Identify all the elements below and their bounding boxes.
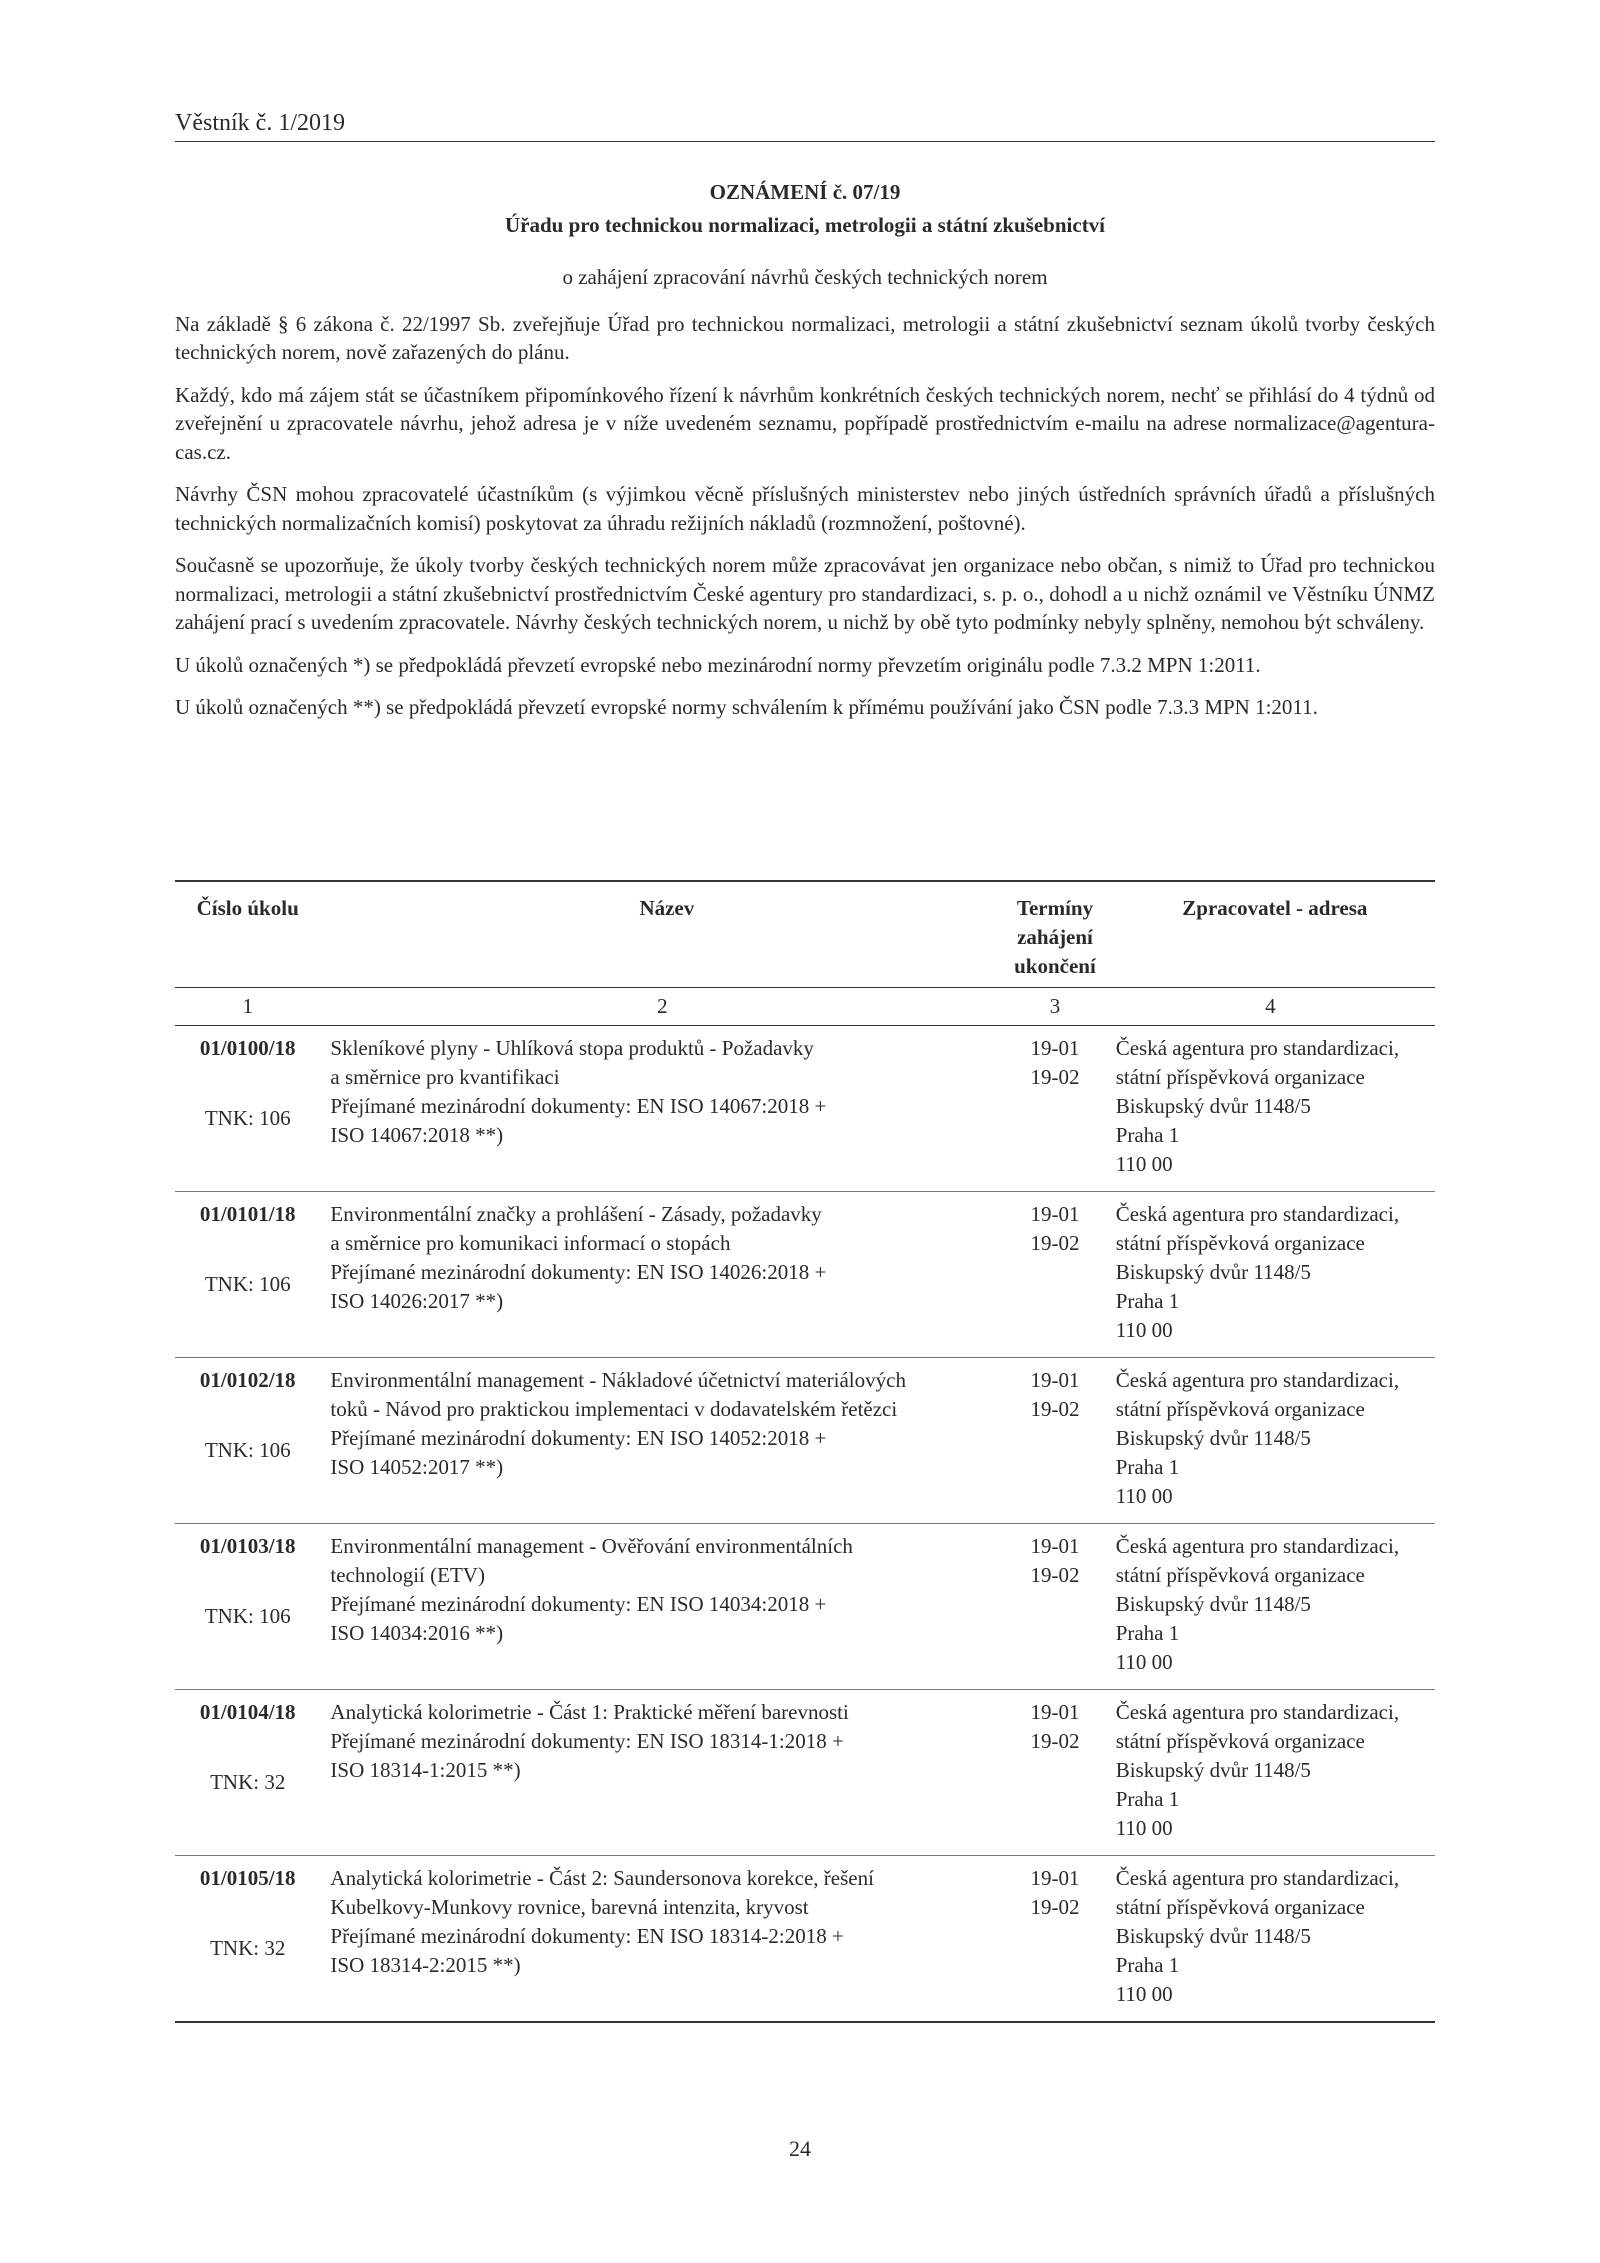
table-row	[175, 1524, 1435, 1690]
address-line: Praha 1	[1115, 1289, 1180, 1313]
table-row	[175, 1690, 1435, 1856]
task-name-line: ISO 18314-2:2015 **)	[330, 1953, 521, 1977]
task-name-line: Environmentální management - Nákladové účetnictví materiálových	[330, 1368, 906, 1392]
header-processor: Zpracovatel - adresa	[1106, 881, 1435, 988]
address-line: Praha 1	[1115, 1621, 1180, 1645]
term-end: 19-02	[1030, 1729, 1080, 1753]
term-start: 19-01	[1030, 1534, 1080, 1558]
address-line: Biskupský dvůr 1148/5	[1115, 1094, 1311, 1118]
address-line: Praha 1	[1115, 1787, 1180, 1811]
paragraph-legal-basis: Na základě § 6 zákona č. 22/1997 Sb. zveřejňuje Úřad pro technickou normalizaci, metrologii a státní zkušebnictví seznam úkolů tvorby českých technických norem, nově zařazených do plánu.	[175, 311, 1435, 364]
task-id-cell	[175, 1358, 320, 1524]
task-name-cell	[320, 1856, 1004, 2023]
column-number: 2	[320, 988, 1004, 1026]
task-terms-cell	[1004, 1524, 1105, 1690]
address-line: státní příspěvková organizace	[1115, 1065, 1365, 1089]
address-line: státní příspěvková organizace	[1115, 1895, 1365, 1919]
term-end: 19-02	[1030, 1563, 1080, 1587]
task-name-line: Analytická kolorimetrie - Část 2: Saundersonova korekce, řešení	[330, 1866, 874, 1890]
column-number: 4	[1106, 988, 1435, 1026]
tnk-code: TNK: 32	[210, 1770, 286, 1794]
task-name-line: Environmentální značky a prohlášení - Zásady, požadavky	[330, 1202, 822, 1226]
term-start: 19-01	[1030, 1866, 1080, 1890]
processor-address-cell	[1106, 1524, 1435, 1690]
task-terms-cell	[1004, 1690, 1105, 1856]
address-line: 110 00	[1115, 1650, 1173, 1674]
address-line: státní příspěvková organizace	[1115, 1231, 1365, 1255]
task-terms-cell	[1004, 1358, 1105, 1524]
term-start: 19-01	[1030, 1036, 1080, 1060]
address-line: Praha 1	[1115, 1123, 1180, 1147]
address-line: Česká agentura pro standardizaci,	[1115, 1700, 1400, 1724]
header-terms-line: zahájení	[1017, 925, 1093, 949]
address-line: Biskupský dvůr 1148/5	[1115, 1758, 1311, 1782]
header-terms-line: Termíny	[1016, 896, 1094, 920]
paragraph-participation: Každý, kdo má zájem stát se účastníkem připomínkového řízení k návrhům konkrétních českých technických norem, nechť se přihlásí do 4 týdnů od zveřejnění u zpracovatele návrhu, jehož adresa je v níže uvedeném seznamu, popřípadě prostřednictvím e-mailu na adrese normalizace@agentura-cas.cz.	[175, 382, 1435, 464]
address-line: 110 00	[1115, 1484, 1173, 1508]
task-name-cell	[320, 1192, 1004, 1358]
address-line: Praha 1	[1115, 1953, 1180, 1977]
task-name-line: ISO 18314-1:2015 **)	[330, 1758, 521, 1782]
tasks-table	[175, 880, 1435, 2023]
tnk-code: TNK: 106	[204, 1438, 291, 1462]
task-name-line: technologií (ETV)	[330, 1563, 485, 1587]
tnk-code: TNK: 106	[204, 1604, 291, 1628]
term-end: 19-02	[1030, 1231, 1080, 1255]
task-terms-cell	[1004, 1026, 1105, 1192]
task-id-cell	[175, 1856, 320, 2023]
address-line: Biskupský dvůr 1148/5	[1115, 1260, 1311, 1284]
address-line: Česká agentura pro standardizaci,	[1115, 1534, 1400, 1558]
paragraph-drafts: Návrhy ČSN mohou zpracovatelé účastníkům (s výjimkou věcně příslušných ministerstev nebo jiných ústředních správních úřadů a příslušných technických normalizačních komisí) poskytovat za úhradu režijních nákladů (rozmnožení, poštovné).	[175, 482, 1435, 535]
task-id-cell	[175, 1690, 320, 1856]
task-name-line: ISO 14034:2016 **)	[330, 1621, 504, 1645]
table-row	[175, 1192, 1435, 1358]
task-terms-cell	[1004, 1856, 1105, 2023]
header-name: Název	[320, 881, 1004, 988]
header-terms	[1004, 881, 1105, 988]
page-number: 24	[789, 2136, 811, 2161]
address-line: 110 00	[1115, 1152, 1173, 1176]
table-header-row	[175, 881, 1435, 988]
announcement-title: OZNÁMENÍ č. 07/19	[709, 180, 901, 204]
term-end: 19-02	[1030, 1397, 1080, 1421]
address-line: Biskupský dvůr 1148/5	[1115, 1426, 1311, 1450]
term-start: 19-01	[1030, 1700, 1080, 1724]
address-line: Česká agentura pro standardizaci,	[1115, 1866, 1400, 1890]
task-id-cell	[175, 1192, 320, 1358]
processor-address-cell	[1106, 1690, 1435, 1856]
term-start: 19-01	[1030, 1202, 1080, 1226]
task-name-line: ISO 14026:2017 **)	[330, 1289, 504, 1313]
paragraph-note-single: U úkolů označených *) se předpokládá převzetí evropské nebo mezinárodní normy převzetím originálu podle 7.3.2 MPN 1:2011.	[175, 652, 1261, 677]
task-id: 01/0103/18	[199, 1534, 296, 1558]
task-id: 01/0100/18	[199, 1036, 296, 1060]
address-line: Česká agentura pro standardizaci,	[1115, 1036, 1400, 1060]
address-line: Biskupský dvůr 1148/5	[1115, 1592, 1311, 1616]
page-header: Věstník č. 1/2019	[175, 110, 1435, 142]
task-name-line: Skleníkové plyny - Uhlíková stopa produktů - Požadavky	[330, 1036, 814, 1060]
task-id-cell	[175, 1026, 320, 1192]
term-start: 19-01	[1030, 1368, 1080, 1392]
issuing-office: Úřadu pro technickou normalizaci, metrologii a státní zkušebnictví	[504, 212, 1106, 237]
task-id: 01/0101/18	[199, 1202, 296, 1226]
address-line: 110 00	[1115, 1982, 1173, 2006]
paragraph-notice: Současně se upozorňuje, že úkoly tvorby českých technických norem může zpracovávat jen organizace nebo občan, s nimiž to Úřad pro technickou normalizaci, metrologii a státní zkušebnictví prostřednictvím České agentury pro standardizaci, s. p. o., dohodl a u nichž oznámil ve Věstníku ÚNMZ zahájení prací s uvedením zpracovatele. Návrhy českých technických norem, u nichž by obě tyto podmínky nebyly splněny, nemohou být schváleny.	[175, 553, 1435, 634]
column-number: 1	[175, 988, 320, 1026]
header-task-number: Číslo úkolu	[175, 881, 320, 988]
task-id-cell	[175, 1524, 320, 1690]
column-number-row	[175, 988, 1435, 1026]
title-block	[175, 178, 1435, 292]
task-name-line: Kubelkovy-Munkovy rovnice, barevná intenzita, kryvost	[330, 1895, 809, 1919]
processor-address-cell	[1106, 1192, 1435, 1358]
task-name-cell	[320, 1690, 1004, 1856]
address-line: Česká agentura pro standardizaci,	[1115, 1202, 1400, 1226]
address-line: Biskupský dvůr 1148/5	[1115, 1924, 1311, 1948]
announcement-subject: o zahájení zpracování návrhů českých technických norem	[562, 265, 1048, 289]
table-row	[175, 1026, 1435, 1192]
address-line: státní příspěvková organizace	[1115, 1729, 1365, 1753]
tnk-code: TNK: 106	[204, 1272, 291, 1296]
task-name-line: ISO 14052:2017 **)	[330, 1455, 504, 1479]
task-name-line: ISO 14067:2018 **)	[330, 1123, 504, 1147]
task-name-line: Přejímané mezinárodní dokumenty: EN ISO 18314-2:2018 +	[330, 1924, 844, 1948]
address-line: 110 00	[1115, 1318, 1173, 1342]
task-name-cell	[320, 1524, 1004, 1690]
term-end: 19-02	[1030, 1065, 1080, 1089]
task-name-line: Environmentální management - Ověřování environmentálních	[330, 1534, 853, 1558]
task-name-cell	[320, 1358, 1004, 1524]
task-name-cell	[320, 1026, 1004, 1192]
task-name-line: toků - Návod pro praktickou implementaci v dodavatelském řetězci	[330, 1397, 898, 1421]
address-line: státní příspěvková organizace	[1115, 1563, 1365, 1587]
table-row	[175, 1358, 1435, 1524]
task-name-line: Analytická kolorimetrie - Část 1: Praktické měření barevnosti	[330, 1700, 849, 1724]
task-name-line: Přejímané mezinárodní dokumenty: EN ISO 18314-1:2018 +	[330, 1729, 844, 1753]
task-name-line: a směrnice pro komunikaci informací o stopách	[330, 1231, 731, 1255]
task-name-line: Přejímané mezinárodní dokumenty: EN ISO 14026:2018 +	[330, 1260, 827, 1284]
task-name-line: Přejímané mezinárodní dokumenty: EN ISO 14034:2018 +	[330, 1592, 827, 1616]
processor-address-cell	[1106, 1026, 1435, 1192]
task-name-line: a směrnice pro kvantifikaci	[330, 1065, 560, 1089]
task-terms-cell	[1004, 1192, 1105, 1358]
table-row	[175, 1856, 1435, 2023]
header-terms-line: ukončení	[1014, 954, 1096, 978]
tnk-code: TNK: 32	[210, 1936, 286, 1960]
task-id: 01/0104/18	[199, 1700, 296, 1724]
task-id: 01/0105/18	[199, 1866, 296, 1890]
task-name-line: Přejímané mezinárodní dokumenty: EN ISO 14052:2018 +	[330, 1426, 827, 1450]
address-line: státní příspěvková organizace	[1115, 1397, 1365, 1421]
address-line: Česká agentura pro standardizaci,	[1115, 1368, 1400, 1392]
address-line: Praha 1	[1115, 1455, 1180, 1479]
address-line: 110 00	[1115, 1816, 1173, 1840]
column-number: 3	[1004, 988, 1105, 1026]
paragraph-note-double: U úkolů označených **) se předpokládá převzetí evropské normy schválením k přímému používání jako ČSN podle 7.3.3 MPN 1:2011.	[175, 695, 1318, 719]
task-id: 01/0102/18	[199, 1368, 296, 1392]
processor-address-cell	[1106, 1856, 1435, 2023]
tnk-code: TNK: 106	[204, 1106, 291, 1130]
term-end: 19-02	[1030, 1895, 1080, 1919]
announcement-body	[175, 178, 1435, 736]
task-name-line: Přejímané mezinárodní dokumenty: EN ISO 14067:2018 +	[330, 1094, 827, 1118]
processor-address-cell	[1106, 1358, 1435, 1524]
